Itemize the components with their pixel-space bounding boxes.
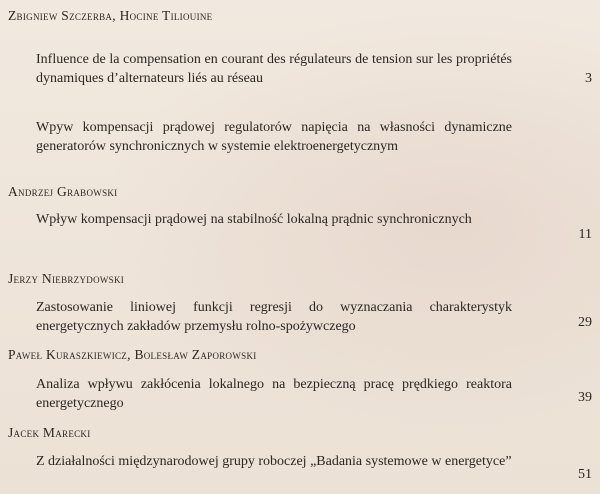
entry-author: Jacek Marecki xyxy=(8,425,91,440)
entry-page-number: 51 xyxy=(578,467,592,482)
entry-page-number: 39 xyxy=(578,390,592,405)
entry-title: Wpyw kompensacji prądowej regulatorów napięcia na własności dynamiczne generatorów synchronicznych w systemie elektroenergetycznym xyxy=(36,120,512,154)
entry-title: Influence de la compensation en courant des régulateurs de tension sur les propriétés dynamiques d’alternateurs liés au réseau xyxy=(36,52,512,86)
entry-page-number: 11 xyxy=(578,227,592,242)
entry-title: Analiza wpływu zakłócenia lokalnego na bezpieczną pracę prędkiego reaktora energetycznego xyxy=(36,377,512,411)
entry-author: Andrzej Grabowski xyxy=(8,184,118,199)
entry-author: Jerzy Niebrzydowski xyxy=(8,271,125,286)
entry-title: Z działalności międzynarodowej grupy roboczej „Badania systemowe w energetyce” xyxy=(36,454,512,469)
entry-page-number: 3 xyxy=(585,71,592,86)
entry-title: Wpływ kompensacji prądowej na stabilność lokalną prądnic synchronicznych xyxy=(36,212,472,227)
entry-author: Zbigniew Szczerba, Hocine Tiliouine xyxy=(8,8,213,23)
entry-title: Zastosowanie liniowej funkcji regresji do wyznaczania charakterystyk energetycznych zakładów przemysłu rolno-spożywczego xyxy=(36,300,512,334)
entry-page-number: 29 xyxy=(578,315,592,330)
entry-author: Paweł Kuraszkiewicz, Bolesław Zaporowski xyxy=(8,347,257,362)
